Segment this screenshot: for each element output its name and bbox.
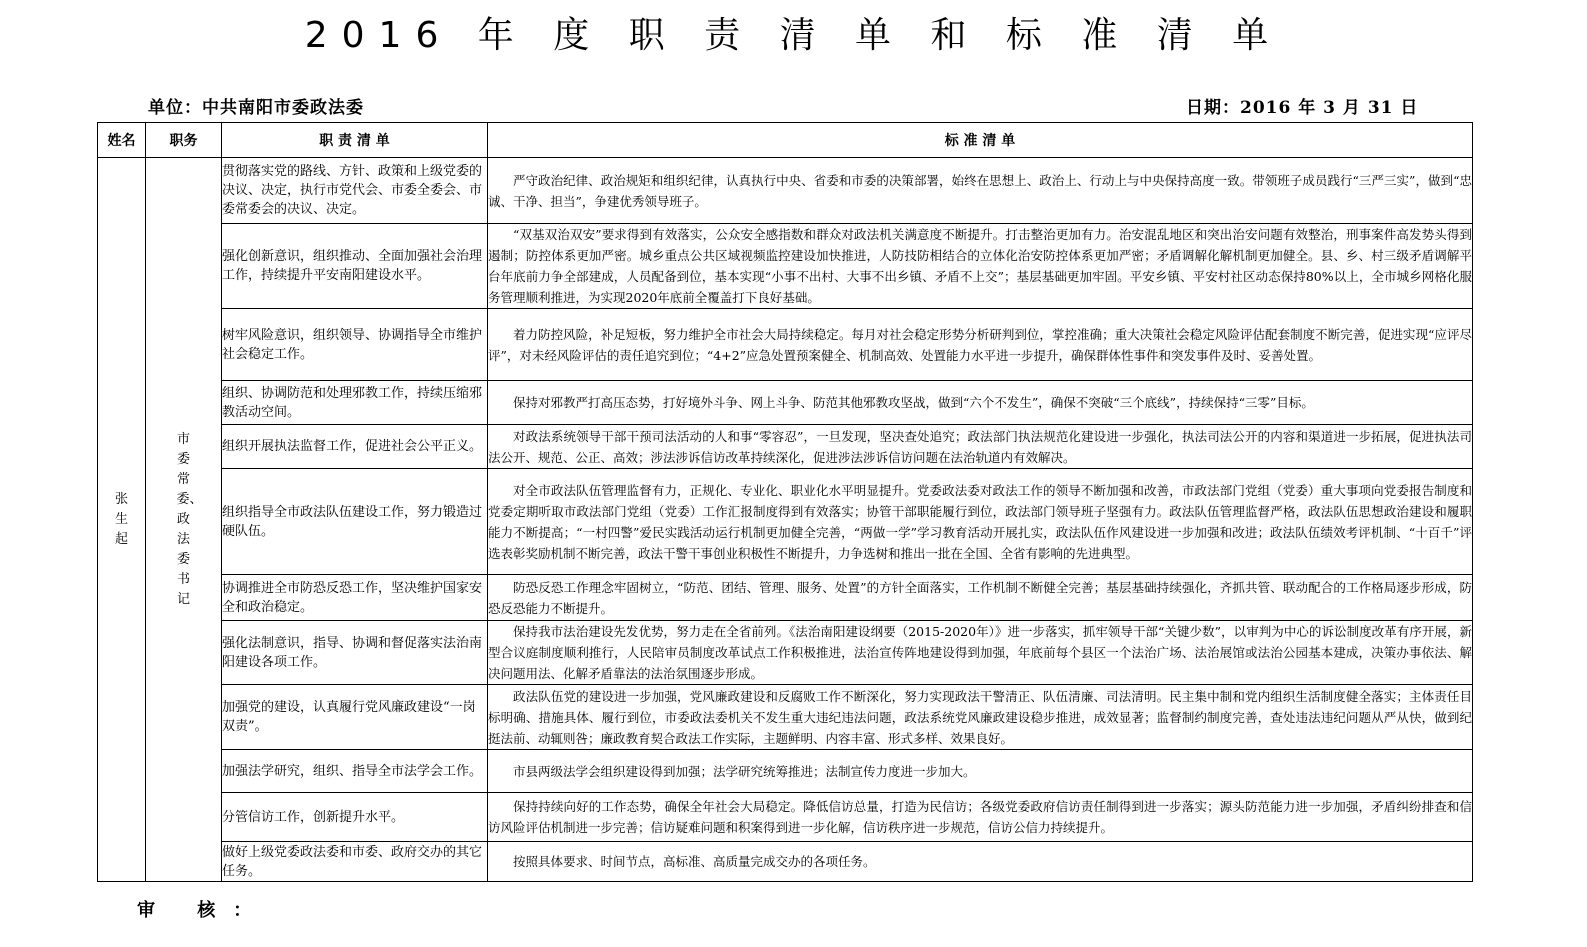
standard-cell: 对全市政法队伍管理监督有力，正规化、专业化、职业化水平明显提升。党委政法委对政法工作的领导不断加强和改善，市政法部门党组（党委）重大事项向党委报告制度和党委定期听取市政法部门党组（党委）工作汇报制度得到有效落实；协管干部职能履行到位，政法部门领导班子坚强有力。政法队伍管理监督严格，政法队伍思想政治建设和履职能力不断提高；“一村四警”爱民实践活动运行机制更加健全完善，“两做一学”学习教育活动开展扎实，政法队伍作风建设进一步加强和改进；政法队伍绩效考评机制、“十百千”评选表彰奖励机制不断完善，政法干警干事创业积极性不断提升，力争选树和推出一批在全国、全省有影响的先进典型。 xyxy=(488,469,1473,575)
standard-cell: 按照具体要求、时间节点，高标准、高质量完成交办的各项任务。 xyxy=(488,842,1473,882)
person-name: 张生起 xyxy=(114,491,128,547)
table-row xyxy=(98,621,1473,685)
table-row xyxy=(98,469,1473,575)
person-role-cell xyxy=(146,158,222,882)
header-role: 职务 xyxy=(146,123,222,158)
unit-label: 单位：中共南阳市委政法委 xyxy=(148,98,364,118)
standard-cell: 对政法系统领导干部干预司法活动的人和事“零容忍”，一旦发现，坚决查处追究；政法部门执法规范化建设进一步强化，执法司法公开的内容和渠道进一步拓展，促进执法司法公开、规范、公正、高效；涉法涉诉信访改革持续深化，促进涉法涉诉信访问题在法治轨道内有效解决。 xyxy=(488,425,1473,469)
standard-cell: 保持我市法治建设先发优势，努力走在全省前列。《法治南阳建设纲要（2015-2020年）》进一步落实，抓牢领导干部“关键少数”，以审判为中心的诉讼制度改革有序开展，新型合议庭制度顺利推行，人民陪审员制度改革试点工作积极推进，法治宣传阵地建设得到加强，年底前每个县区一个法治广场、法治展馆或法治公园基本建成，决策办事依法、解决问题用法、化解矛盾靠法的法治氛围逐步形成。 xyxy=(488,621,1473,685)
table-row xyxy=(98,793,1473,842)
table-row xyxy=(98,750,1473,793)
duty-cell: 做好上级党委政法委和市委、政府交办的其它任务。 xyxy=(222,842,488,882)
standard-cell: 政法队伍党的建设进一步加强，党风廉政建设和反腐败工作不断深化，努力实现政法干警清正、队伍清廉、司法清明。民主集中制和党内组织生活制度健全落实；主体责任目标明确、措施具体、履行到位，市委政法委机关不发生重大违纪违法问题，政法系统党风廉政建设稳步推进，成效显著；监督制约制度完善，查处违法违纪问题从严从快，做到纪挺法前、动辄则咎；廉政教育契合政法工作实际，主题鲜明、内容丰富、形式多样、效果良好。 xyxy=(488,685,1473,750)
header-duties: 职 责 清 单 xyxy=(222,123,488,158)
page-title: 2016 年 度 职 责 清 单 和 标 准 清 单 xyxy=(304,15,1283,56)
table-row xyxy=(98,381,1473,425)
table-row xyxy=(98,158,1473,224)
standard-cell: 保持持续向好的工作态势，确保全年社会大局稳定。降低信访总量，打造为民信访；各级党委政府信访责任制得到进一步落实；源头防范能力进一步加强，矛盾纠纷排查和信访风险评估机制进一步完善；信访疑难问题和积案得到进一步化解，信访秩序进一步规范，信访公信力持续提升。 xyxy=(488,793,1473,842)
table-row xyxy=(98,309,1473,381)
duty-cell: 加强法学研究，组织、指导全市法学会工作。 xyxy=(222,750,488,793)
duty-cell: 协调推进全市防恐反恐工作，坚决维护国家安全和政治稳定。 xyxy=(222,575,488,621)
table-row xyxy=(98,842,1473,882)
date-label: 日期：2016 年 3 月 31 日 xyxy=(1186,98,1419,118)
standard-cell: 着力防控风险，补足短板，努力维护全市社会大局持续稳定。每月对社会稳定形势分析研判到位，掌控准确；重大决策社会稳定风险评估配套制度不断完善，促进实现“应评尽评”，对未经风险评估的责任追究到位；“4+2”应急处置预案健全、机制高效、处置能力水平进一步提升，确保群体性事件和突发事件及时、妥善处置。 xyxy=(488,309,1473,381)
duty-cell: 组织指导全市政法队伍建设工作，努力锻造过硬队伍。 xyxy=(222,469,488,575)
standard-cell: 保持对邪教严打高压态势，打好境外斗争、网上斗争、防范其他邪教攻坚战，做到“六个不发生”，确保不突破“三个底线”，持续保持“三零”目标。 xyxy=(488,381,1473,425)
person-role: 市委常委、政法委书记 xyxy=(176,431,203,607)
duty-cell: 强化法制意识，指导、协调和督促落实法治南阳建设各项工作。 xyxy=(222,621,488,685)
table-row xyxy=(98,224,1473,309)
duty-cell: 树牢风险意识，组织领导、协调指导全市维护社会稳定工作。 xyxy=(222,309,488,381)
table-row xyxy=(98,575,1473,621)
table-row xyxy=(98,685,1473,750)
duty-standard-table xyxy=(97,122,1473,882)
person-name-cell xyxy=(98,158,146,882)
table-row xyxy=(98,425,1473,469)
duty-cell: 贯彻落实党的路线、方针、政策和上级党委的决议、决定，执行市党代会、市委全委会、市委常委会的决议、决定。 xyxy=(222,158,488,224)
header-name: 姓名 xyxy=(98,123,146,158)
standard-cell: 市县两级法学会组织建设得到加强；法学研究统筹推进；法制宣传力度进一步加大。 xyxy=(488,750,1473,793)
table-header-row xyxy=(98,123,1473,158)
audit-label: 审 核： xyxy=(137,900,270,921)
standard-cell: “双基双治双安”要求得到有效落实，公众安全感指数和群众对政法机关满意度不断提升。打击整治更加有力。治安混乱地区和突出治安问题有效整治，刑事案件高发势头得到遏制；防控体系更加严密。城乡重点公共区域视频监控建设加快推进，人防技防相结合的立体化治安防控体系更加严密；矛盾调解化解机制更加健全。县、乡、村三级矛盾调解平台年底前力争全部建成，人员配备到位，基本实现“小事不出村、大事不出乡镇、矛盾不上交”；基层基础更加牢固。平安乡镇、平安村社区动态保持80%以上，全市城乡网格化服务管理顺利推进，为实现2020年底前全覆盖打下良好基础。 xyxy=(488,224,1473,309)
standard-cell: 防恐反恐工作理念牢固树立，“防范、团结、管理、服务、处置”的方针全面落实，工作机制不断健全完善；基层基础持续强化，齐抓共管、联动配合的工作格局逐步形成，防恐反恐能力不断提升。 xyxy=(488,575,1473,621)
header-standards: 标 准 清 单 xyxy=(488,123,1473,158)
duty-cell: 组织开展执法监督工作，促进社会公平正义。 xyxy=(222,425,488,469)
standard-cell: 严守政治纪律、政治规矩和组织纪律，认真执行中央、省委和市委的决策部署，始终在思想上、政治上、行动上与中央保持高度一致。带领班子成员践行“三严三实”，做到“忠诚、干净、担当”，争建优秀领导班子。 xyxy=(488,158,1473,224)
duty-cell: 分管信访工作，创新提升水平。 xyxy=(222,793,488,842)
duty-cell: 强化创新意识，组织推动、全面加强社会治理工作，持续提升平安南阳建设水平。 xyxy=(222,224,488,309)
duty-cell: 组织、协调防范和处理邪教工作，持续压缩邪教活动空间。 xyxy=(222,381,488,425)
duty-cell: 加强党的建设，认真履行党风廉政建设“一岗双责”。 xyxy=(222,685,488,750)
